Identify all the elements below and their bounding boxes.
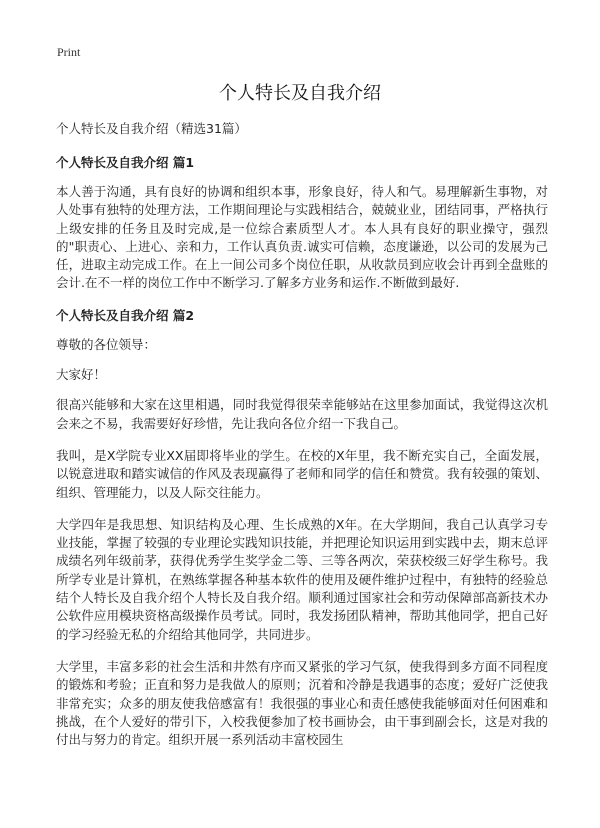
section-2 (56, 307, 548, 750)
print-link[interactable]: Print (57, 45, 81, 59)
document-subtitle: 个人特长及自我介绍（精选31篇） (56, 121, 247, 136)
section-heading: 个人特长及自我介绍 篇2 (56, 307, 195, 323)
greeting-paragraph: 大家好！ (56, 367, 107, 383)
section-paragraph: 很高兴能够和大家在这里相遇，同时我觉得很荣幸能够站在这里参加面试，我觉得这次机会来之不易，我需要好好珍惜，先让我向各位介绍一下我自己。 (56, 397, 548, 431)
section-heading: 个人特长及自我介绍 篇1 (56, 155, 195, 170)
section-paragraph: 我叫，是X学院专业XX届即将毕业的学生。在校的X年里，我不断充实自己，全面发展，以锐意进取和踏实诚信的作风及表现赢得了老师和同学的信任和赞赏。我有较强的策划、组织、管理能力，以及人际交往能力。 (56, 447, 548, 500)
page-title: 个人特长及自我介绍 (219, 83, 381, 104)
greeting-paragraph: 尊敬的各位领导： (56, 336, 157, 352)
section-paragraph: 本人善于沟通，具有良好的协调和组织本事，形象良好，待人和气。易理解新生事物，对人处事有独特的处理方法，工作期间理论与实践相结合，兢兢业业，团结同事，严格执行上级安排的任务且及时完成,是一位综合素质型人才。本人具有良好的职业操守，强烈的"职责心、上进心、亲和力，工作认真负责.诚实可信赖，态度谦逊，以公司的发展为己任，进取主动完成工作。在上一间公司多个岗位任职，从收款员到应收会计再到全盘账的会计.在不一样的岗位工作中不断学习.了解多方业务和运作.不断做到最好. (56, 184, 548, 291)
section-1 (56, 154, 548, 293)
section-paragraph: 大学四年是我思想、知识结构及心理、生长成熟的X年。在大学期间，我自己认真学习专业技能，掌握了较强的专业理论实践知识技能，并把理论知识运用到实践中去，期末总评成绩名列年级前茅，获得优秀学生奖学金二等、三等各两次，荣获校级三好学生称号。我所学专业是计算机，在熟练掌握各种基本软件的使用及硬件维护过程中，有独特的经验总结个人特长及自我介绍个人特长及自我介绍。顺利通过国家社会和劳动保障部高新技术办公软件应用模块资格高级操作员考试。同时，我发扬团队精神，帮助其他同学，把自己好的学习经验无私的介绍给其他同学，共同进步。 (56, 516, 548, 642)
document-body (56, 120, 548, 763)
section-paragraph: 大学里，丰富多彩的社会生活和井然有序而又紧张的学习气氛，使我得到多方面不同程度的锻炼和考验；正直和努力是我做人的原则；沉着和冷静是我遇事的态度；爱好广泛使我非常充实；众多的朋友使我倍感富有！我很强的事业心和责任感使我能够面对任何困难和挑战，在个人爱好的带引下，入校我便参加了校书画协会，由干事到副会长，这是对我的付出与努力的肯定。组织开展一系列活动丰富校园生 (56, 658, 548, 748)
